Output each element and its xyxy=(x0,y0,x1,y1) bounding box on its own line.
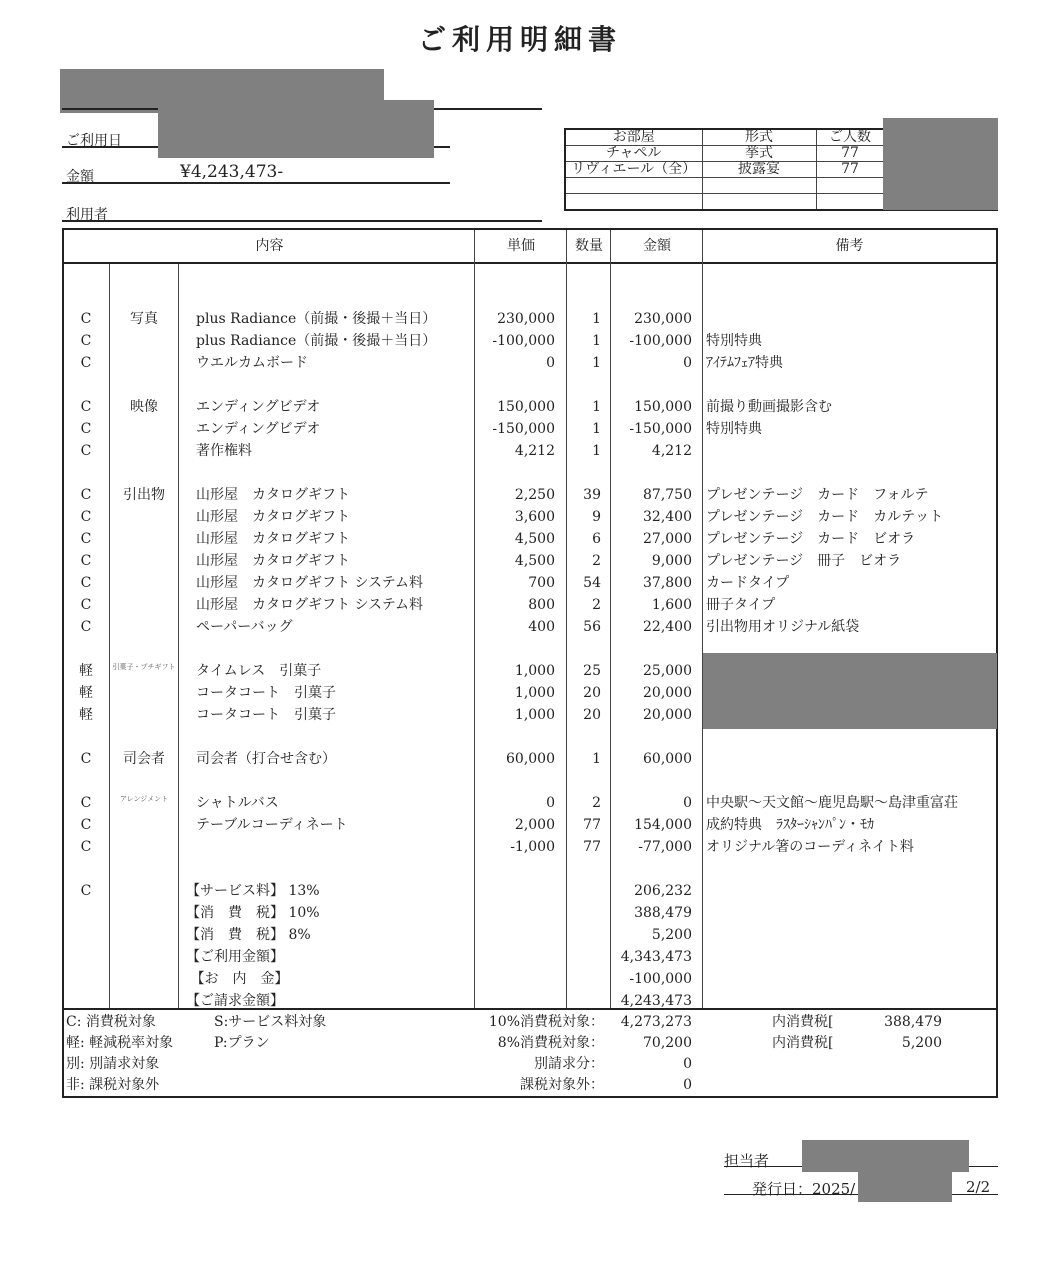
item-name xyxy=(196,836,471,858)
tax-code: C xyxy=(80,795,92,811)
header-quantity: 数量 xyxy=(567,230,611,264)
redaction xyxy=(858,1170,952,1202)
quantity: 1 xyxy=(592,421,601,437)
unit-price: -1,000 xyxy=(510,839,555,855)
line-note xyxy=(706,682,996,704)
quantity: 2 xyxy=(592,597,601,613)
legend-item: 軽: 軽減税率対象 xyxy=(66,1035,174,1051)
tax-code: C xyxy=(80,883,92,899)
category-label: 映像 xyxy=(130,399,158,415)
line-note: 中央駅～天文館～鹿児島駅～島津重富荘 xyxy=(706,795,958,811)
item-name: 山形屋 カタログギフト xyxy=(196,509,350,525)
tax-code: C xyxy=(80,487,92,503)
quantity: 1 xyxy=(592,751,601,767)
line-note xyxy=(706,308,996,330)
category-label: 引出物 xyxy=(123,487,165,503)
legend-item: C: 消費税対象 xyxy=(66,1014,156,1030)
tax-code: C xyxy=(80,311,92,327)
user-label: 利用者 xyxy=(66,207,108,223)
unit-price: 1,000 xyxy=(514,663,555,679)
header-content: 内容 xyxy=(64,230,475,264)
unit-price: 400 xyxy=(528,619,555,635)
item-name: plus Radiance（前撮・後撮＋当日） xyxy=(196,333,437,349)
item-name: 山形屋 カタログギフト システム料 xyxy=(196,597,424,613)
unit-price: -150,000 xyxy=(492,421,555,437)
line-note xyxy=(706,704,996,726)
line-note: 前撮り動画撮影含む xyxy=(706,399,832,415)
tax-label: 10%消費税対象： xyxy=(488,1014,604,1030)
room-name: チャペル xyxy=(565,146,702,162)
item-name: ペーパーバッグ xyxy=(196,619,293,635)
quantity: 1 xyxy=(592,311,601,327)
tax-code: C xyxy=(80,333,92,349)
line-note: 冊子タイプ xyxy=(706,597,776,613)
item-name: コータコート 引菓子 xyxy=(196,707,336,723)
quantity: 20 xyxy=(583,707,601,723)
tax-code: C xyxy=(80,421,92,437)
line-amount: 22,400 xyxy=(643,619,692,635)
tax-code: C xyxy=(80,751,92,767)
total-amount: 5,200 xyxy=(651,927,692,943)
quantity: 1 xyxy=(592,333,601,349)
item-name: 山形屋 カタログギフト システム料 xyxy=(196,575,424,591)
line-note: カードタイプ xyxy=(706,575,790,591)
line-amount: 37,800 xyxy=(643,575,692,591)
tax-code: C xyxy=(80,355,92,371)
tax-value: 0 xyxy=(683,1077,692,1093)
line-amount: -100,000 xyxy=(629,333,692,349)
item-name: plus Radiance（前撮・後撮＋当日） xyxy=(196,311,437,327)
legend-item: 非: 課税対象外 xyxy=(66,1077,160,1093)
quantity: 6 xyxy=(592,531,601,547)
line-amount: -77,000 xyxy=(638,839,692,855)
inner-tax-label: 内消費税[ xyxy=(772,1035,834,1051)
header-notes: 備考 xyxy=(703,230,996,264)
tax-code: 軽 xyxy=(79,685,93,701)
line-amount: -150,000 xyxy=(629,421,692,437)
line-amount: 0 xyxy=(683,355,692,371)
quantity: 1 xyxy=(592,399,601,415)
quantity: 9 xyxy=(592,509,601,525)
redaction xyxy=(883,118,998,210)
total-amount: -100,000 xyxy=(629,971,692,987)
line-note: 引出物用オリジナル紙袋 xyxy=(706,619,860,635)
line-amount: 20,000 xyxy=(643,707,692,723)
line-amount: 9,000 xyxy=(651,553,692,569)
tax-code: C xyxy=(80,443,92,459)
line-amount: 1,600 xyxy=(651,597,692,613)
category-label: 司会者 xyxy=(123,751,165,767)
tax-code: 軽 xyxy=(79,707,93,723)
amount-value: ¥4,243,473- xyxy=(180,162,284,182)
line-amount: 0 xyxy=(683,795,692,811)
item-name: シャトルバス xyxy=(196,795,279,811)
item-name: ウエルカムボード xyxy=(196,355,308,371)
unit-price: 3,600 xyxy=(514,509,555,525)
item-name: エンディングビデオ xyxy=(196,421,321,437)
tax-code: C xyxy=(80,597,92,613)
quantity: 1 xyxy=(592,355,601,371)
quantity: 2 xyxy=(592,795,601,811)
line-note xyxy=(706,748,996,770)
page-number: 2/2 xyxy=(966,1178,991,1196)
tax-code xyxy=(64,902,108,924)
tax-code: C xyxy=(80,531,92,547)
tax-code xyxy=(64,946,108,968)
redaction xyxy=(158,100,434,158)
unit-price: 150,000 xyxy=(497,399,555,415)
quantity: 2 xyxy=(592,553,601,569)
issue-date-label: 発行日：2025/ xyxy=(752,1180,856,1198)
line-note: 特別特典 xyxy=(706,421,762,437)
line-note: プレゼンテージ 冊子 ビオラ xyxy=(706,553,902,569)
line-note: ｱｲﾃﾑﾌｪｱ特典 xyxy=(706,355,783,371)
header-unit-price: 単価 xyxy=(475,230,567,264)
line-amount: 87,750 xyxy=(643,487,692,503)
unit-price: 1,000 xyxy=(514,707,555,723)
line-amount: 32,400 xyxy=(643,509,692,525)
header-amount: 金額 xyxy=(611,230,703,264)
total-amount: 206,232 xyxy=(634,883,692,899)
legend-item: S:サービス料対象 xyxy=(214,1014,327,1030)
unit-price: 0 xyxy=(546,355,555,371)
line-amount: 230,000 xyxy=(634,311,692,327)
quantity: 54 xyxy=(583,575,601,591)
tax-code: C xyxy=(80,619,92,635)
tax-value: 4,273,273 xyxy=(620,1014,692,1030)
item-name: エンディングビデオ xyxy=(196,399,321,415)
quantity: 20 xyxy=(583,685,601,701)
quantity: 56 xyxy=(583,619,601,635)
line-amount: 150,000 xyxy=(634,399,692,415)
tax-code: C xyxy=(80,509,92,525)
statement-table xyxy=(62,228,998,1098)
line-amount: 25,000 xyxy=(643,663,692,679)
item-name: 山形屋 カタログギフト xyxy=(196,531,350,547)
tax-label: 8%消費税対象： xyxy=(497,1035,604,1051)
tax-label: 別請求分： xyxy=(534,1056,604,1072)
unit-price: 700 xyxy=(528,575,555,591)
unit-price: 0 xyxy=(546,795,555,811)
unit-price: 230,000 xyxy=(497,311,555,327)
item-name: 司会者（打合せ含む） xyxy=(196,751,336,767)
line-amount: 27,000 xyxy=(643,531,692,547)
tax-code: C xyxy=(80,399,92,415)
quantity: 25 xyxy=(583,663,601,679)
unit-price: 2,000 xyxy=(514,817,555,833)
inner-tax-value: 388,479 xyxy=(884,1014,942,1030)
guests-header: ご人数 xyxy=(816,129,884,146)
item-name: 山形屋 カタログギフト xyxy=(196,487,350,503)
total-label: 【消 費 税】 8% xyxy=(186,927,311,943)
total-label: 【ご利用金額】 xyxy=(186,949,284,965)
total-amount: 388,479 xyxy=(634,905,692,921)
inner-tax-label: 内消費税[ xyxy=(772,1014,834,1030)
unit-price: 60,000 xyxy=(506,751,555,767)
category-label: 写真 xyxy=(130,311,158,327)
total-label: 【消 費 税】 10% xyxy=(186,905,320,921)
tax-code xyxy=(64,924,108,946)
tax-code: C xyxy=(80,575,92,591)
total-label: 【ご請求金額】 xyxy=(186,993,284,1009)
redaction xyxy=(802,1140,969,1172)
line-amount: 20,000 xyxy=(643,685,692,701)
tax-value: 0 xyxy=(683,1056,692,1072)
quantity: 77 xyxy=(583,839,601,855)
total-amount: 4,243,473 xyxy=(620,993,692,1009)
line-amount: 60,000 xyxy=(643,751,692,767)
item-name: コータコート 引菓子 xyxy=(196,685,336,701)
line-note xyxy=(706,440,996,462)
tax-label: 課税対象外： xyxy=(520,1077,604,1093)
category-label: アレンジメント xyxy=(119,795,169,803)
unit-price: 4,212 xyxy=(514,443,555,459)
unit-price: 4,500 xyxy=(514,553,555,569)
item-name: 著作権料 xyxy=(196,443,252,459)
amount-label: 金額 xyxy=(66,169,94,185)
room-guests: 77 xyxy=(816,162,884,178)
item-name: タイムレス 引菓子 xyxy=(196,663,322,679)
item-name: テーブルコーディネート xyxy=(196,817,348,833)
room-name: リヴィエール（全） xyxy=(565,162,702,178)
room-style: 披露宴 xyxy=(702,162,816,178)
tax-code xyxy=(64,968,108,990)
line-amount: 154,000 xyxy=(634,817,692,833)
style-header: 形式 xyxy=(702,129,816,146)
inner-tax-value: 5,200 xyxy=(901,1035,942,1051)
unit-price: 800 xyxy=(528,597,555,613)
line-note: 成約特典 ﾗｽﾀｰｼｬﾝﾊﾟﾝ・ﾓｶ xyxy=(706,817,874,833)
category-label: 引菓子・プチギフト xyxy=(112,663,176,671)
tax-code: C xyxy=(80,839,92,855)
tax-value: 70,200 xyxy=(643,1035,692,1051)
divider xyxy=(62,182,450,184)
room-guests: 77 xyxy=(816,146,884,162)
tax-code: 軽 xyxy=(79,663,93,679)
line-note: プレゼンテージ カード ビオラ xyxy=(706,531,916,547)
room-header: お部屋 xyxy=(565,129,702,146)
staff-label: 担当者 xyxy=(724,1152,770,1170)
unit-price: -100,000 xyxy=(492,333,555,349)
line-note: プレゼンテージ カード カルテット xyxy=(706,509,944,525)
quantity: 1 xyxy=(592,443,601,459)
usage-date-label: ご利用日 xyxy=(66,133,122,149)
room-style: 挙式 xyxy=(702,146,816,162)
unit-price: 1,000 xyxy=(514,685,555,701)
total-amount: 4,343,473 xyxy=(620,949,692,965)
line-note: プレゼンテージ カード フォルテ xyxy=(706,487,929,503)
quantity: 39 xyxy=(583,487,601,503)
item-name: 山形屋 カタログギフト xyxy=(196,553,350,569)
unit-price: 4,500 xyxy=(514,531,555,547)
total-label: 【サービス料】 13% xyxy=(186,883,320,899)
quantity: 77 xyxy=(583,817,601,833)
document-title: ご利用明細書 xyxy=(417,23,622,56)
tax-code: C xyxy=(80,817,92,833)
total-label: 【お 内 金】 xyxy=(186,971,289,987)
tax-code: C xyxy=(80,553,92,569)
line-note: オリジナル箸のコーディネイト料 xyxy=(706,839,914,855)
unit-price: 2,250 xyxy=(514,487,555,503)
legend-item: 別: 別請求対象 xyxy=(66,1056,160,1072)
tax-code xyxy=(64,990,108,1012)
divider xyxy=(62,220,542,222)
line-amount: 4,212 xyxy=(651,443,692,459)
line-note: 特別特典 xyxy=(706,333,762,349)
legend-item: P:プラン xyxy=(214,1035,270,1051)
line-note xyxy=(706,660,996,682)
